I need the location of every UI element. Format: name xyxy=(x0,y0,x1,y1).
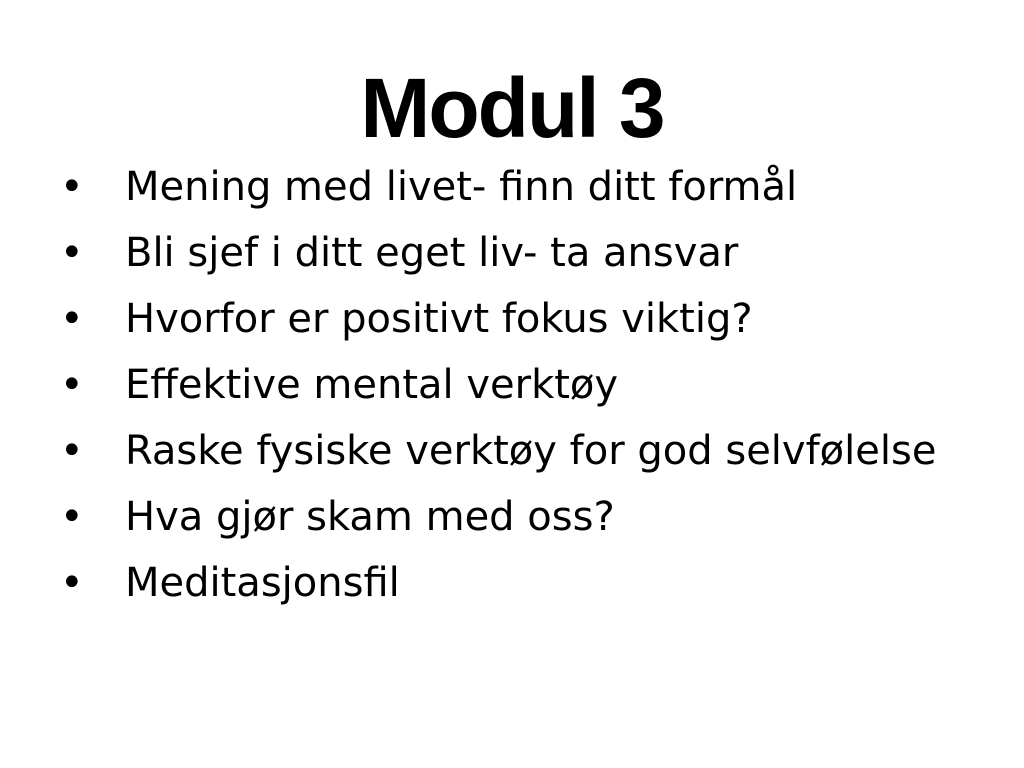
list-item xyxy=(60,292,960,346)
bullet-text: Meditasjonsfil xyxy=(125,560,400,606)
list-item xyxy=(60,358,960,412)
bullet-icon: • xyxy=(60,362,84,408)
bullet-text: Hva gjør skam med oss? xyxy=(125,494,615,540)
slide-title xyxy=(0,58,1024,158)
list-item xyxy=(60,226,960,280)
bullet-text: Bli sjef i ditt eget liv- ta ansvar xyxy=(125,230,739,276)
slide-title-text: Modul 3 xyxy=(360,61,664,155)
bullet-icon: • xyxy=(60,428,84,474)
list-item xyxy=(60,424,960,478)
bullet-icon: • xyxy=(60,164,84,210)
bullet-text: Hvorfor er positivt fokus viktig? xyxy=(125,296,753,342)
list-item xyxy=(60,556,960,610)
bullet-text: Mening med livet- finn ditt formål xyxy=(125,164,798,210)
bullet-list xyxy=(60,160,960,622)
list-item xyxy=(60,490,960,544)
bullet-icon: • xyxy=(60,560,84,606)
bullet-icon: • xyxy=(60,230,84,276)
bullet-icon: • xyxy=(60,494,84,540)
bullet-icon: • xyxy=(60,296,84,342)
list-item xyxy=(60,160,960,214)
bullet-text: Effektive mental verktøy xyxy=(125,362,619,408)
bullet-text: Raske fysiske verktøy for god selvfølelse xyxy=(125,428,937,474)
